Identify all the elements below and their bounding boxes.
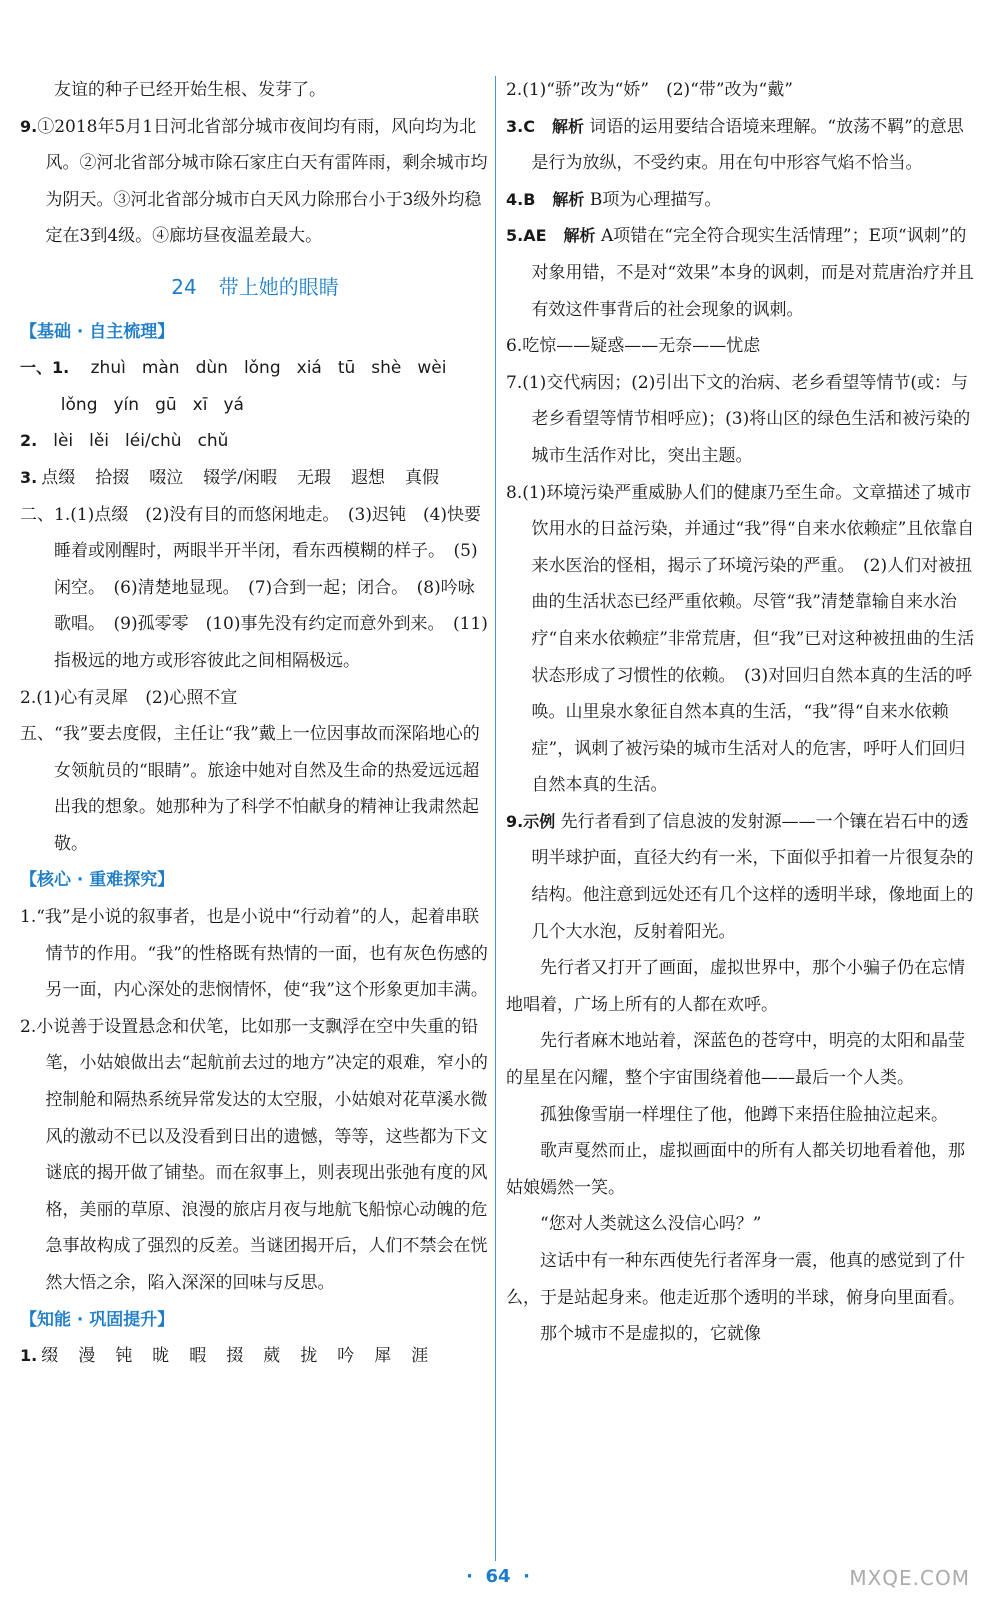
pinyin-item: lěi — [89, 431, 110, 452]
question-9: 9.①2018年5月1日河北省部分城市夜间均有雨，风向均为北风。②河北省部分城市除石家庄白天有雷阵雨，剩余城市均为阴天。③河北省部分城市白天风力除邢台小于3级外均稳定在3到4级。④廊坊昼夜温差最大。 — [20, 116, 488, 247]
pinyin-item: chǔ — [197, 431, 229, 452]
column-divider — [495, 76, 496, 1561]
lesson-title — [20, 269, 490, 306]
answer-8: 8.(1)环境污染严重威胁人们的健康乃至生命。文章描述了城市饮用水的日益污染，并通过“我”得“自来水依赖症”且依靠自来水医治的怪相，揭示了环境污染的严重。 (2)人们对被扭曲的生活状态已经严重依赖。尽管“我”清楚靠输自来水治疗“自来水依赖症”非常荒唐，但“我”已对这种被扭曲的生活状态形成了习惯性的依赖。 (3)对回归自然本真的生活的呼唤。山里泉水象征自然本真的生活，“我”得“自来水依赖症”，讽刺了被污染的城市生活对人的危害，呼吁人们回归自然本真的生活。 — [506, 482, 975, 796]
char-item: 缀 — [41, 1346, 59, 1367]
answer-5: 5.AE 解析 A项错在“完全符合现实生活情理”；E项“讽刺”的对象用错，不是对“效果”本身的讽刺，而是对荒唐治疗并且有效这件事背后的社会现象的讽刺。 — [506, 226, 974, 320]
word-item: 无瑕 — [296, 467, 331, 488]
answer-9-p7: 这话中有一种东西使先行者浑身一震，他真的感觉到了什么，于是站起身来。他走近那个透明的半球，俯身向里面看。 — [506, 1251, 965, 1308]
word-item: 啜泣 — [149, 467, 184, 488]
answer-6: 6.吃惊——疑惑——无奈——忧虑 — [506, 336, 761, 357]
word-item: 点缀 — [41, 467, 76, 488]
chars-3: 3. 点缀 拾掇 啜泣 辍学/闲暇 无瑕 遐想 真假 — [20, 467, 439, 488]
char-item: 拢 — [300, 1346, 318, 1367]
part-2-2: 2.(1)心有灵犀 (2)心照不宣 — [20, 687, 238, 708]
word-item: 辍学/闲暇 — [203, 467, 277, 488]
part-2: 二、1.(1)点缀 (2)没有目的而悠闲地走。 (3)迟钝 (4)快要睡着或刚醒时，两眼半开半闭，看东西模糊的样子。 (5)闲空。 (6)清楚地显现。 (7)合到一起；闭合。 (8)吟咏歌唱。 (9)孤零零 (10)事先没有约定而意外到来。 (11)指极远的地方或形容彼此之间相隔极远。 — [20, 504, 488, 671]
char-item: 钝 — [115, 1346, 133, 1367]
pinyin-item: yá — [223, 394, 244, 415]
section-basic: 【基础 · 自主梳理】 — [20, 321, 175, 342]
char-item: 暇 — [189, 1346, 207, 1367]
pinyin-item: wèi — [417, 358, 447, 379]
pinyin-item: dùn — [195, 358, 228, 379]
pinyin-item: yín — [113, 394, 140, 415]
pinyin-item: gū — [155, 394, 177, 415]
pinyin-item: tū — [337, 358, 356, 379]
answer-9-p3: 先行者麻木地站着，深蓝色的苍穹中，明亮的太阳和晶莹的星星在闪耀，整个宇宙围绕着他——最后一个人类。 — [506, 1031, 965, 1089]
answer-9-p4: 孤独像雪崩一样埋住了他，他蹲下来捂住脸抽泣起来。 — [540, 1104, 948, 1125]
right-column — [506, 72, 976, 1353]
pinyin-item: lǒng — [243, 358, 281, 379]
pinyin-item: màn — [141, 358, 180, 379]
lesson-number: 24 — [171, 274, 197, 299]
core-1: 1.“我”是小说的叙事者，也是小说中“行动着”的人，起着串联情节的作用。“我”的性格既有热情的一面，也有灰色伤感的另一面，内心深处的悲悯情怀，使“我”这个形象更加丰满。 — [20, 907, 488, 1001]
consolidate-1: 1. 缀 漫 钝 昽 暇 掇 葳 拢 吟 犀 涯 — [20, 1346, 429, 1367]
answer-9-p8: 那个城市不是虚拟的，它就像 — [540, 1324, 761, 1345]
word-item: 遐想 — [350, 467, 385, 488]
char-item: 昽 — [152, 1346, 170, 1367]
char-item: 漫 — [78, 1346, 96, 1367]
char-item: 涯 — [411, 1346, 429, 1367]
pinyin-item: lèi — [53, 431, 74, 452]
pinyin-item: shè — [371, 358, 402, 379]
answer-4: 4.B 解析 B项为心理描写。 — [506, 189, 722, 210]
answer-9-p2: 先行者又打开了画面，虚拟世界中，那个小骗子仍在忘情地唱着，广场上所有的人都在欢呼。 — [506, 958, 965, 1015]
continued-text: 友谊的种子已经开始生根、发芽了。 — [54, 80, 326, 100]
pinyin-item: lǒng — [60, 394, 98, 415]
word-item: 拾掇 — [95, 467, 130, 488]
answer-9-p6: “您对人类就这么没信心吗？” — [540, 1214, 762, 1235]
part-5: 五、“我”要去度假，主任让“我”戴上一位因事故而深陷地心的女领航员的“眼睛”。旅途中她对自然及生命的热爱远远超出我的想象。她那种为了科学不怕献身的精神让我肃然起敬。 — [20, 724, 480, 854]
answer-9-p5: 歌声戛然而止，虚拟画面中的所有人都关切地看着他，那姑娘嫣然一笑。 — [506, 1141, 965, 1198]
left-column — [20, 72, 490, 1375]
answer-9: 9.示例 先行者看到了信息波的发射源——一个镶在岩石中的透明半球护面，直径大约有一米，下面似乎扣着一片很复杂的结构。他注意到远处还有几个这样的透明半球，像地面上的几个大水泡，反射着阳光。 — [506, 811, 974, 942]
char-item: 掇 — [226, 1346, 244, 1367]
word-item: 真假 — [404, 467, 439, 488]
page-number: · 64 · — [466, 1566, 530, 1587]
answer-3: 3.C 解析 词语的运用要结合语境来理解。“放荡不羁”的意思是行为放纵，不受约束。用在句中形容气焰不恰当。 — [506, 116, 964, 174]
char-item: 葳 — [263, 1346, 281, 1367]
pinyin-item: zhuì — [90, 358, 126, 379]
pinyin-2: 2. lèi lěi léi/chù chǔ — [20, 431, 229, 452]
char-item: 犀 — [374, 1346, 392, 1367]
lesson-name: 带上她的眼睛 — [218, 274, 339, 299]
core-2: 2.小说善于设置悬念和伏笔，比如那一支飘浮在空中失重的铅笔，小姑娘做出去“起航前去过的地方”决定的艰难，窄小的控制舱和隔热系统异常发达的太空服，小姑娘对花草溪水微风的激动不已以及没看到日出的遗憾，等等，这些都为下文谜底的揭开做了铺垫。而在叙事上，则表现出张弛有度的风格，美丽的草原、浪漫的旅店月夜与地航飞船惊心动魄的危急事故构成了强烈的反差。当谜团揭开后，人们不禁会在恍然大悟之余，陷入深深的回味与反思。 — [20, 1016, 488, 1293]
pinyin-block: 一、1. zhuì màn dùn lǒng xiá tū shè wèi lǒng yín gū xī yá — [20, 358, 447, 415]
pinyin-item: xī — [192, 394, 208, 415]
answer-7: 7.(1)交代病因；(2)引出下文的治病、老乡看望等情节(或：与老乡看望等情节相呼应)；(3)将山区的绿色生活和被污染的城市生活作对比，突出主题。 — [506, 372, 971, 466]
answer-2: 2.(1)“骄”改为“娇” (2)“带”改为“戴” — [506, 80, 793, 100]
section-core: 【核心 · 重难探究】 — [20, 870, 175, 891]
pinyin-item: xiá — [296, 358, 322, 379]
pinyin-item: léi/chù — [125, 431, 182, 452]
watermark-logo: MXQE.COM — [849, 1566, 970, 1590]
char-item: 吟 — [337, 1346, 355, 1367]
section-consolidate: 【知能 · 巩固提升】 — [20, 1309, 175, 1330]
